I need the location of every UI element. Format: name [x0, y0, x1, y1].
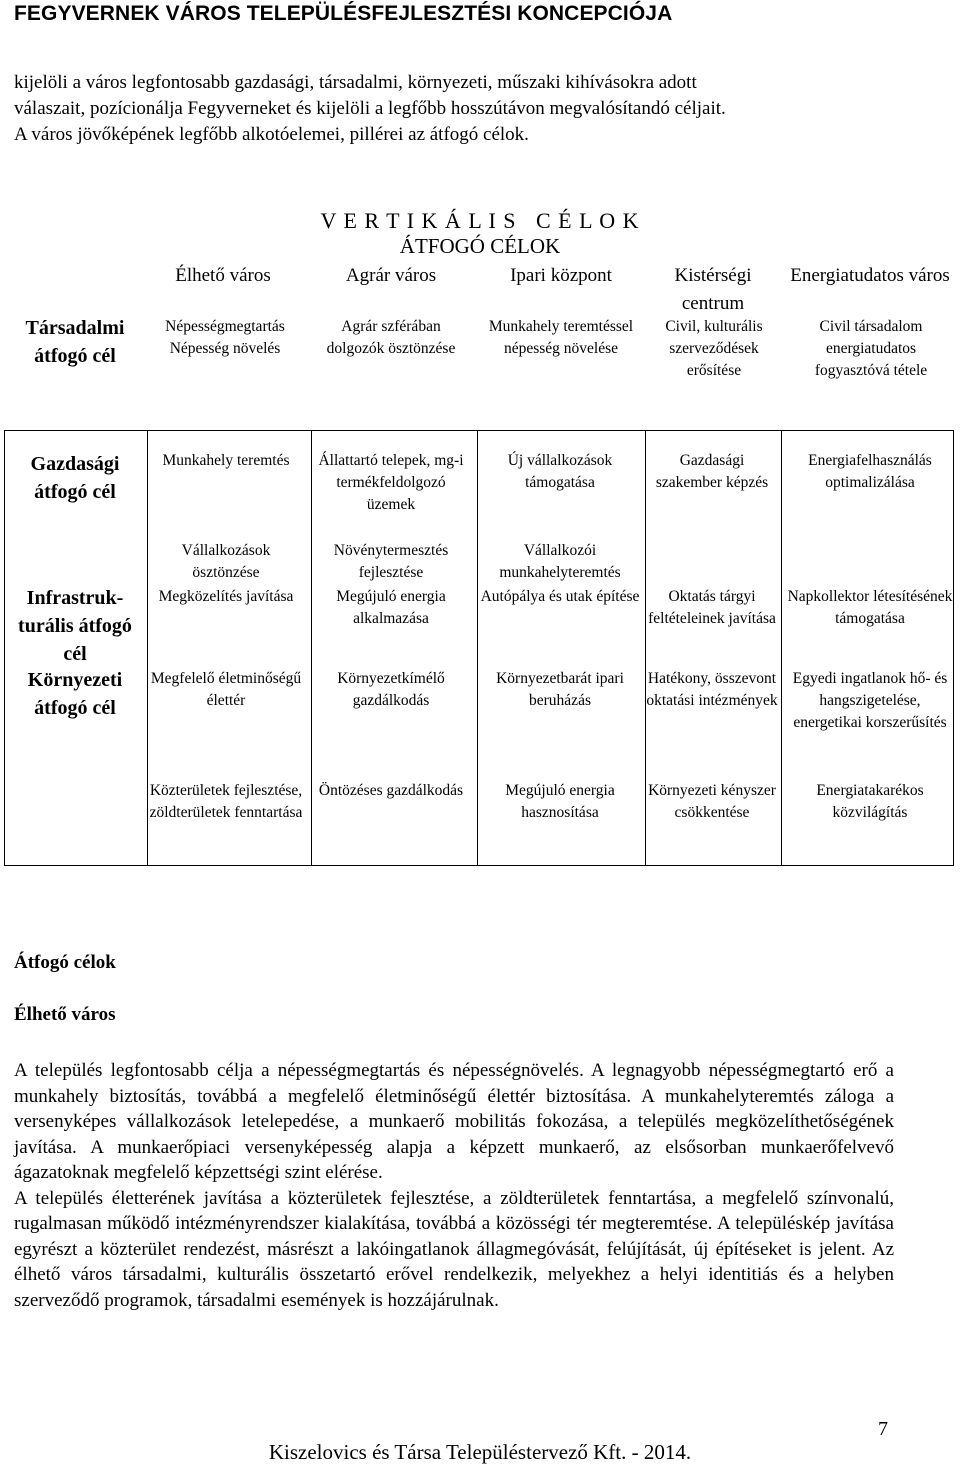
overall-goals-title: ÁTFOGÓ CÉLOK [399, 234, 561, 258]
column-header-kisterseg: Kistérségi centrum [674, 265, 752, 314]
cell-tarsadalmi-kisterseg: Civil, kulturális szerveződések erősítése [665, 318, 763, 379]
grid-cell: Új vállalkozások támogatása [507, 452, 613, 491]
grid-cell: Napkollektor létesítésének támogatása [787, 588, 953, 627]
grid-cell: Környezetkímélő gazdálkodás [337, 670, 445, 709]
grid-cell: Vállalkozások ösztönzése [181, 542, 271, 581]
section-subtitle: Élhető város [14, 1004, 116, 1025]
grid-divider [477, 431, 478, 865]
cell-tarsadalmi-ipari: Munkahely teremtéssel népesség növelése [488, 318, 634, 357]
grid-cell: Állattartó telepek, mg-i termékfeldolgozó üzemek [318, 452, 464, 513]
paragraph: A település legfontosabb célja a népességmegtartás és népességnövelés. A legnagyobb népességmegtartó erő a munkahely biztosítás, továbbá a megfelelő életminőségű élettér biztosítása. A munkahelyteremtés záloga a versenyképes vállalkozások letelepedése, a munkaerő mobilitás fokozása, a település megközelíthetőségének javítása. A munkaerőpiaci versenyképesség alapja a képzett munkaerő, az elsősorban munkaerőfelvevő ágazatoknak megfelelő képzettségi szint elérése. [14, 1060, 894, 1183]
column-header-ipari: Ipari központ [510, 265, 612, 286]
grid-cell: Öntözéses gazdálkodás [318, 782, 464, 799]
grid-cell: Energiafelhasználás optimalizálása [808, 452, 932, 491]
grid-cell: Környezeti kényszer csökkentése [648, 782, 776, 821]
page-footer: Kiszelovics és Társa Településtervező Kft. - 2014. [268, 1440, 692, 1464]
row-label-gazdasagi: Gazdasági átfogó cél [30, 453, 120, 503]
row-label-infrastrukturalis: Infrastruk-turális átfogó cél [18, 587, 132, 665]
intro-line: A város jövőképének legfőbb alkotóelemei, pillérei az átfogó célok. [14, 124, 529, 145]
cell-tarsadalmi-energia: Civil társadalom energiatudatos fogyasztóvá tétele [814, 318, 928, 379]
grid-cell: Autópálya és utak építése [480, 588, 640, 605]
grid-cell: Növénytermesztés fejlesztése [333, 542, 449, 581]
row-label-tarsadalmi: Társadalmi átfogó cél [25, 317, 125, 367]
grid-cell: Közterületek fejlesztése, zöldterületek fenntartása [149, 782, 303, 821]
grid-cell: Vállalkozói munkahelyteremtés [499, 542, 621, 581]
grid-cell: Megközelítés javítása [158, 588, 294, 605]
grid-cell: Gazdasági szakember képzés [655, 452, 769, 491]
cell-tarsadalmi-elheto: Népességmegtartás Népesség növelés [165, 318, 285, 357]
grid-cell: Munkahely teremtés [162, 452, 290, 469]
column-header-agrar: Agrár város [345, 265, 437, 286]
grid-divider [781, 431, 782, 865]
grid-cell: Környezetbarát ipari beruházás [496, 670, 624, 709]
body-text [14, 1058, 894, 1313]
column-header-energia: Energiatudatos város [790, 265, 950, 286]
paragraph: A település életterének javítása a közterületek fejlesztése, a zöldterületek fenntartása, a megfelelő színvonalú, rugalmasan működő intézményrendszer kialakítása, továbbá a közösségi tér megteremtése. A településkép javítása egyrészt a közterület rendezést, másrészt a lakóingatlanok állagmegóvását, felújítását, új építéseket is jelent. Az élhető város társadalmi, kulturális összetartó erővel rendelkezik, melyekhez a helyi identitiás és a helyben szerveződő programok, társadalmi események is hozzájárulnak. [14, 1187, 894, 1311]
intro-line: kijelöli a város legfontosabb gazdasági, társadalmi, környezeti, műszaki kihívásokra adott [14, 72, 697, 93]
grid-divider [311, 431, 312, 865]
grid-cell: Egyedi ingatlanok hő- és hangszigetelése, energetikai korszerűsítés [792, 670, 948, 731]
grid-cell: Energiatakarékos közvilágítás [816, 782, 924, 821]
grid-cell: Hatékony, összevont oktatási intézmények [646, 670, 778, 709]
grid-cell: Oktatás tárgyi feltételeinek javítása [648, 588, 776, 627]
vertical-goals-title: V E R T I K Á L I S C É L O K [320, 208, 640, 233]
intro-line: válaszait, pozícionálja Fegyverneket és kijelöli a legfőbb hosszútávon megvalósítandó céljait. [14, 98, 726, 119]
intro-text [14, 70, 896, 148]
cell-tarsadalmi-agrar: Agrár szférában dolgozók ösztönzése [326, 318, 456, 357]
section-title: Átfogó célok [14, 952, 116, 973]
grid-cell: Megújuló energia hasznosítása [505, 782, 615, 821]
column-header-elheto: Élhető város [175, 265, 271, 286]
grid-cell: Megújuló energia alkalmazása [336, 588, 446, 627]
page-number: 7 [878, 1418, 888, 1440]
document-header: FEGYVERNEK VÁROS TELEPÜLÉSFEJLESZTÉSI KONCEPCIÓJA [14, 2, 673, 25]
grid-cell: Megfelelő életminőségű élettér [150, 670, 302, 709]
row-label-kornyezeti: Környezeti átfogó cél [27, 669, 123, 719]
